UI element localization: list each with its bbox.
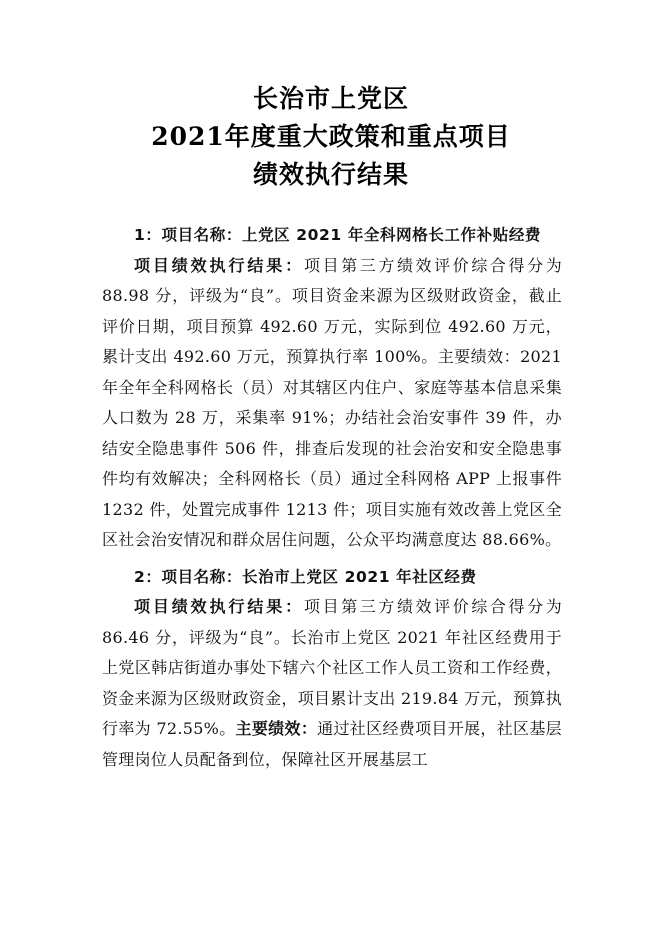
title-line-2: 2021年度重大政策和重点项目: [151, 122, 511, 151]
document-title: [0, 80, 662, 194]
title-line-1: 长治市上党区: [252, 84, 409, 113]
title-line-3: 绩效执行结果: [252, 160, 409, 189]
project-1-heading: 1：项目名称：上党区 2021 年全科网格长工作补贴经费: [134, 226, 542, 244]
document-body: [102, 220, 562, 775]
project-2-paragraph: [102, 592, 562, 775]
project-2-result-label: 项目绩效执行结果：: [134, 597, 305, 616]
project-2-main-performance-label: 主要绩效：: [235, 719, 318, 738]
project-1-result-label: 项目绩效执行结果：: [134, 255, 305, 275]
project-2-heading: 2：项目名称：长治市上党区 2021 年社区经费: [134, 567, 477, 586]
project-2-result-text-continued: 通过社区经费项目开展，社区基层管理岗位人员配备到位，保障社区开展基层工: [102, 719, 562, 769]
project-1-paragraph: [102, 251, 562, 556]
project-2-result-text: 项目第三方绩效评价综合得分为 86.46 分，评级为“良”。长治市上党区 2021 年社区经费用于上党区韩店街道办事处下辖六个社区工作人员工资和工作经费，资金来源为区级财政资金，项目累计支出 219.84 万元，预算执行率为 72.55%。: [102, 597, 562, 738]
project-1-result-text: 项目第三方绩效评价综合得分为 88.98 分，评级为“良”。项目资金来源为区级财政资金，截止评价日期，项目预算 492.60 万元，实际到位 492.60 万元，累计支出 492.60 万元，预算执行率 100%。主要绩效：2021 年全年全科网格长（员）对其辖区内住户、家庭等基本信息采集人口数为 28 万，采集率 91%；办结社会治安事件 39 件，办结安全隐患事件 506 件，排查后发现的社会治安和安全隐患事件均有效解决；全科网格长（员）通过全科网格 APP 上报事件 1232 件，处置完成事件 1213 件；项目实施有效改善上党区全区社会治安情况和群众居住问题，公众平均满意度达 88.66%。: [102, 255, 562, 549]
